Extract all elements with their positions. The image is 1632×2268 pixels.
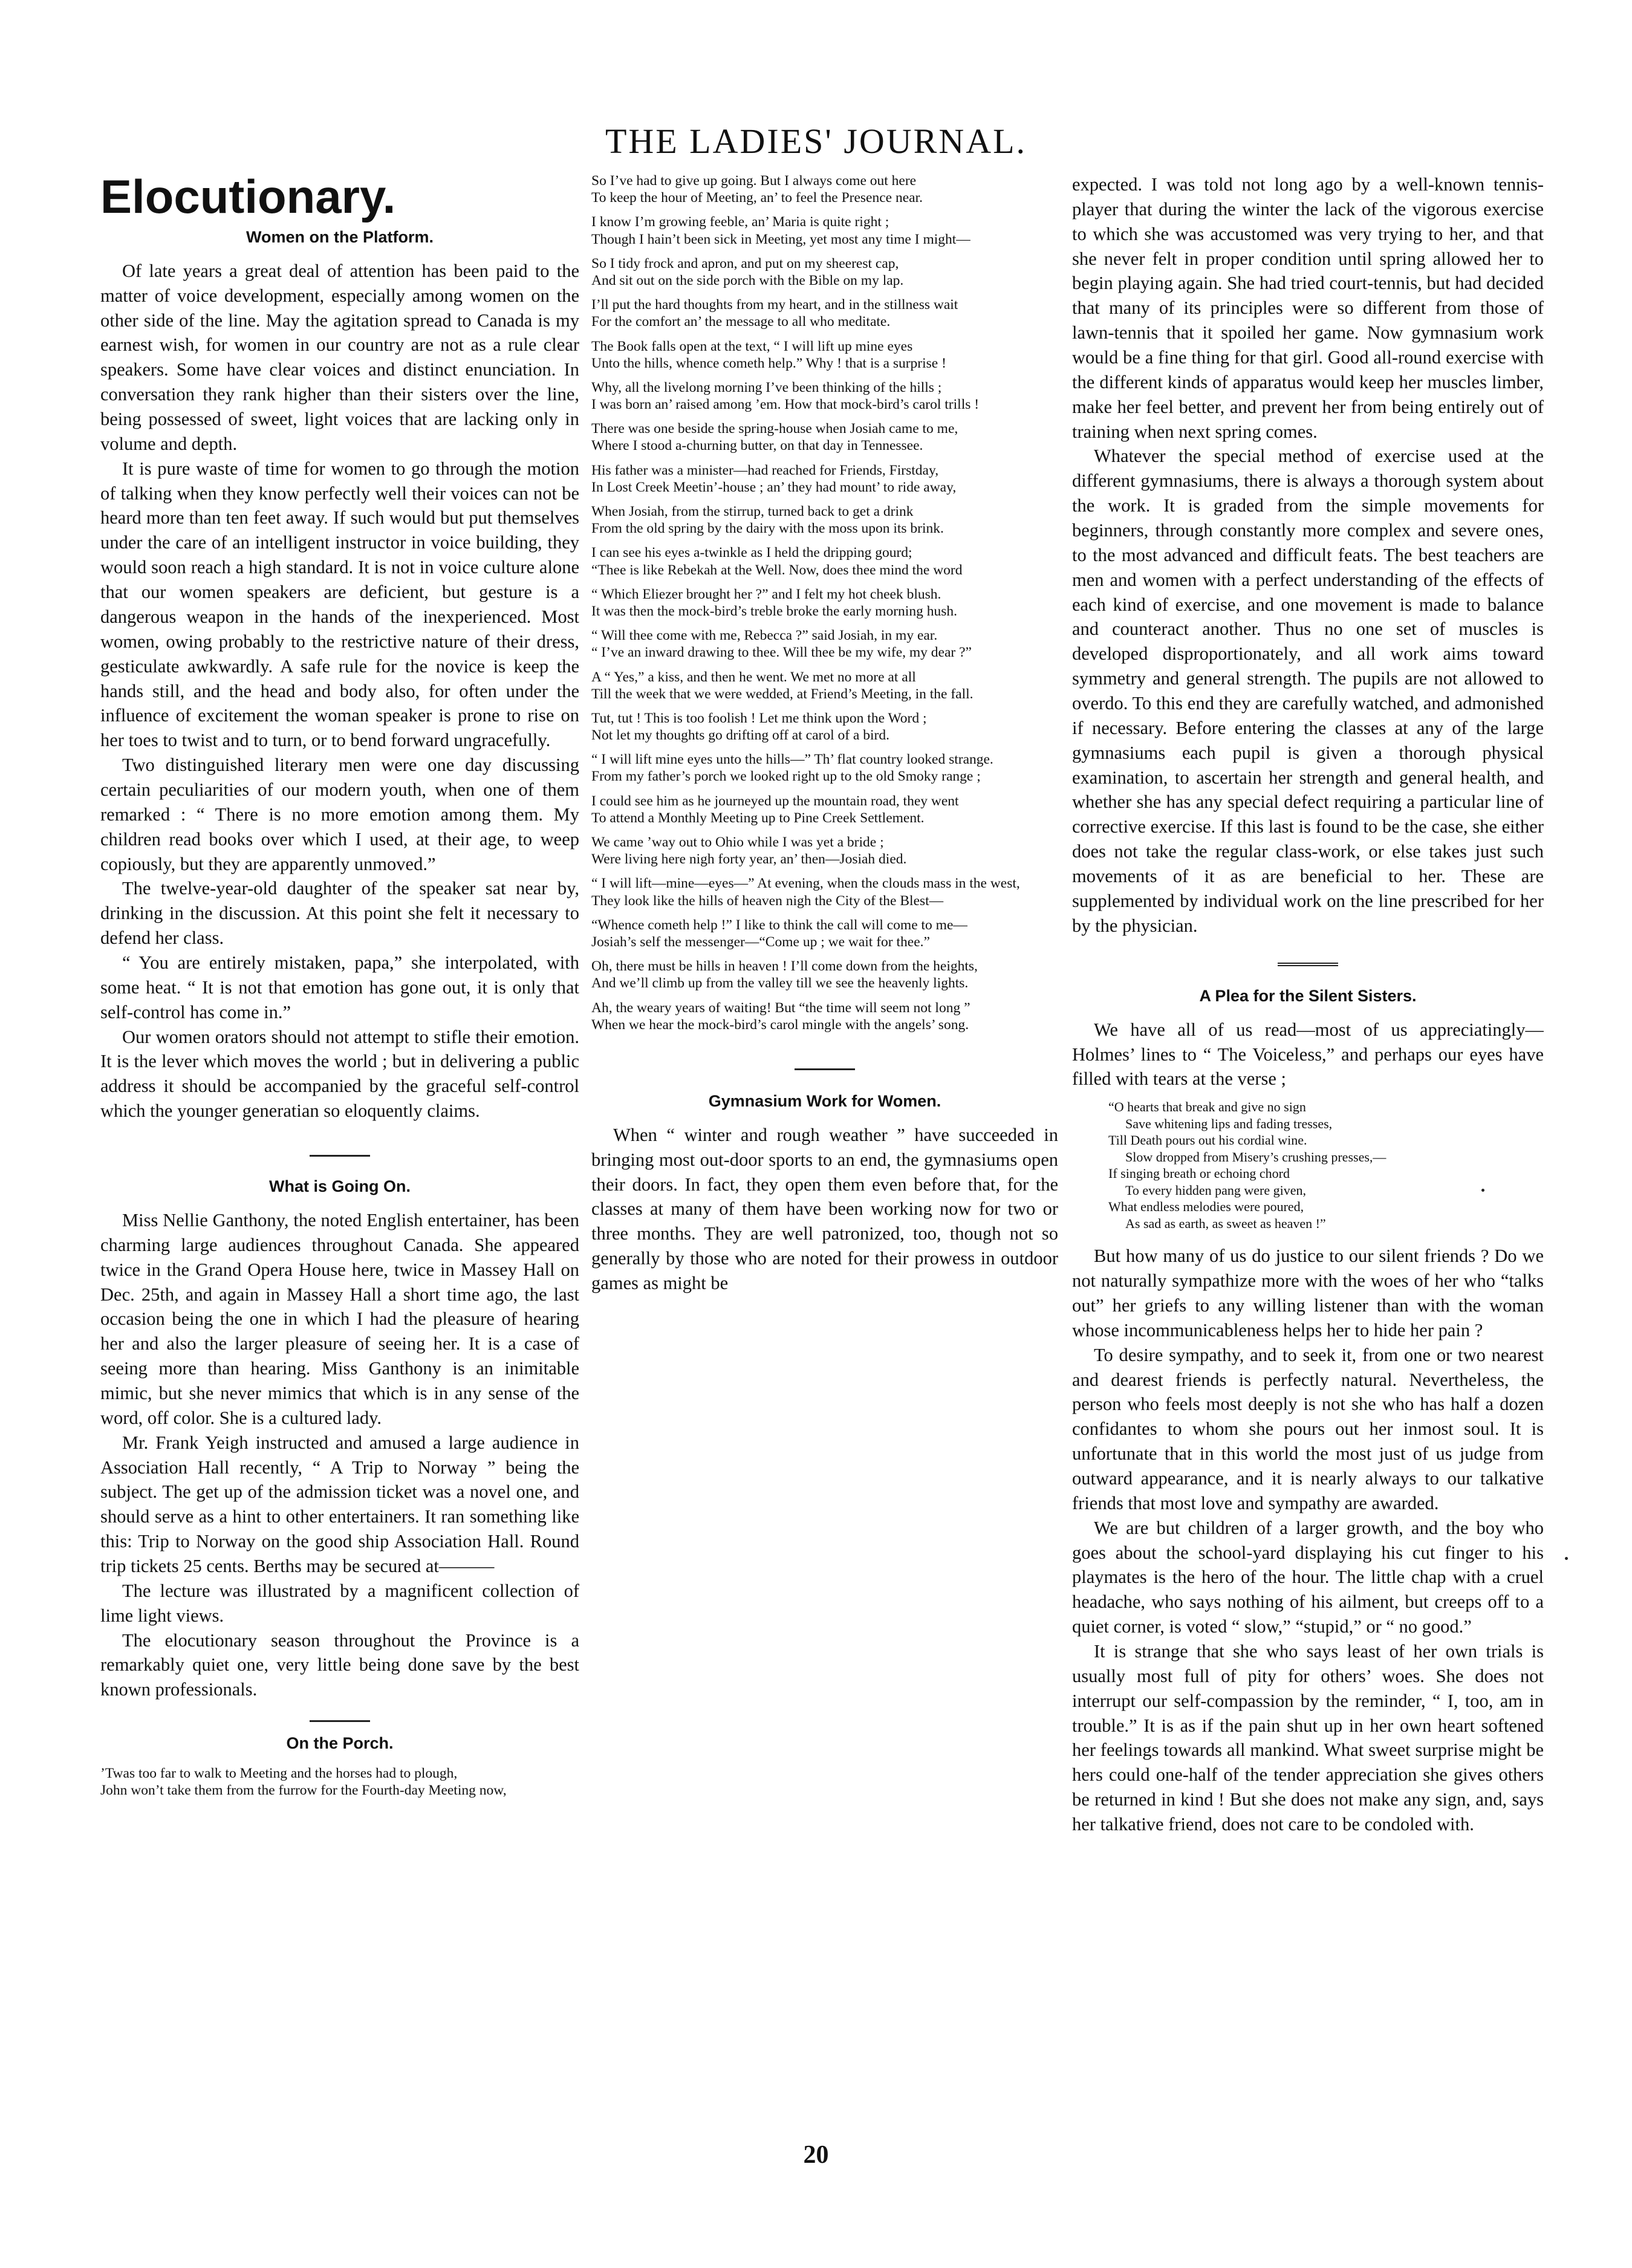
poem-line: Josiah’s self the messenger—“Come up ; we wait for thee.” xyxy=(591,934,930,950)
poem-line: In Lost Creek Meetin’-house ; an’ they had mount’ to ride away, xyxy=(591,479,957,495)
poem-line: They look like the hills of heaven nigh the City of the Blest— xyxy=(591,892,944,909)
article-title-gymnasium: Gymnasium Work for Women. xyxy=(708,1091,941,1110)
poem-line: There was one beside the spring-house when Josiah came to me, xyxy=(591,421,958,437)
paragraph: Of late years a great deal of attention has been paid to the matter of voice development, especially among women on the other side of the line. May the agitation spread to Canada is my earnest wish, for women in our country are not as a rule clear speakers. Some have clear voices and distinct enunciation. In conversation they rank higher than their sisters over the line, being possessed of sweet, light voices that are lacking only in volume and depth. xyxy=(100,260,579,454)
poem-line: ’Twas too far to walk to Meeting and the horses had to plough, xyxy=(100,1766,458,1782)
poem-line: From my father’s porch we looked right up to the old Smoky range ; xyxy=(591,768,981,785)
poem-line: His father was a minister—had reached for Friends, Firstday, xyxy=(591,462,939,478)
poem-line: From the old spring by the dairy with the moss upon its brink. xyxy=(591,521,944,537)
paragraph: We are but children of a larger growth, and the boy who goes about the school-yard displaying his cut finger to his playmates is the hero of the hour. The little chap with a cruel headache, who says nothing of his ailment, but creeps off to a quiet corner, is voted “ slow,” “stupid,” or “ no good.” xyxy=(1072,1517,1544,1637)
paragraph: Mr. Frank Yeigh instructed and amused a large audience in Association Hall recently, “ A Trip to Norway ” being the subject. The get up of the admission ticket was a novel one, and should serve as a hint to other entertainers. It ran something like this: Trip to Norway on the good ship Association Hall. Round trip tickets 25 cents. Berths may be secured at——— xyxy=(100,1432,579,1576)
paragraph: But how many of us do justice to our silent friends ? Do we not naturally sympathize more with the woes of her who “talks out” her griefs to any willing listener than with the woman whose incommunicableness helps her to hide her pain ? xyxy=(1072,1246,1544,1340)
poem-line: A “ Yes,” a kiss, and then he went. We met no more at all xyxy=(591,669,916,685)
masthead: THE LADIES' JOURNAL. xyxy=(605,122,1027,161)
article-women-platform xyxy=(100,259,579,1123)
column-left xyxy=(100,172,579,2186)
poem-line: “ Which Eliezer brought her ?” and I felt my hot cheek blush. xyxy=(591,586,941,602)
poem-porch-start xyxy=(100,1765,579,1799)
paragraph: Two distinguished literary men were one day discussing certain peculiarities of our modern youth, when one of them remarked : “ There is no more emotion among them. My children read books over which I used, at their age, to weep copiously, but they are apparently unmoved.” xyxy=(100,755,579,874)
paragraph: When “ winter and rough weather ” have succeeded in bringing most out-door sports to an end, the gymnasiums open their doors. In fact, they open them even before that, for the classes at many of them have been working now for two or three months. They are well patronized, too, though not so generally by those who are noted for their prowess in outdoor games as might be xyxy=(591,1124,1058,1294)
poem-line: “Thee is like Rebekah at the Well. Now, does thee mind the word xyxy=(591,562,963,578)
section-title: Elocutionary. xyxy=(100,172,396,223)
column-middle xyxy=(591,172,1058,2186)
paragraph: Miss Nellie Ganthony, the noted English entertainer, has been charming large audiences throughout Canada. She appeared twice in the Grand Opera House here, twice in Massey Hall on Dec. 25th, and again in Massey Hall a short time ago, the last occasion being the one in which I had the pleasure of hearing her and also the larger pleasure of seeing her. It is a case of seeing more than hearing. Miss Ganthony is an inimitable mimic, but she never mimics that which is in any sense of the word, off color. She is a cultured lady. xyxy=(100,1209,579,1428)
paragraph: Our women orators should not attempt to stifle their emotion. It is the lever which moves the world ; but in delivering a public address it should be accompanied by the graceful self-control which the younger generatian so eloquently claims. xyxy=(100,1026,579,1122)
poem-line: I was born an’ raised among ’em. How that mock-bird’s carol trills ! xyxy=(591,397,980,413)
poem-line: Not let my thoughts go drifting off at carol of a bird. xyxy=(591,727,889,744)
poem-line: I can see his eyes a-twinkle as I held the dripping gourd; xyxy=(591,545,912,561)
verse-line: “O hearts that break and give no sign xyxy=(1108,1099,1306,1115)
poem-line: “ I will lift—mine—eyes—” At evening, when the clouds mass in the west, xyxy=(591,876,1020,892)
verse-line: Slow dropped from Misery’s crushing presses,— xyxy=(1125,1149,1387,1165)
poem-line: Ah, the weary years of waiting! But “the time will seem not long ” xyxy=(591,999,970,1016)
paragraph: We have all of us read—most of us appreciatingly—Holmes’ lines to “ The Voiceless,” and perhaps our eyes have filled with tears at the verse ; xyxy=(1072,1019,1544,1090)
article-title-going-on: What is Going On. xyxy=(269,1177,411,1195)
paragraph: Whatever the special method of exercise used at the different gymnasiums, there is always a thorough system about the work. It is graded from the simple movements for beginners, through constantly more complex and severe ones, to the most advanced and difficult feats. The best teachers are men and women with a perfect understanding of the effects of each kind of exercise, and one movement is made to balance and counteract another. Thus no one set of muscles is developed disproportionately, and all work aims toward symmetry and general strength. The pupils are not allowed to overdo. To this end they are carefully watched, and admonished if necessary. Before entering the classes at any of the large gymnasiums each pupil is given a thorough physical examination, to ascertain her strength and general health, and whether she has any special defect requiring a particular line of corrective exercise. If this last is found to be the case, she either does not take the regular class-work, or else takes just such movements of it as are beneficial to her. These are supplemented by individual work on the line prescribed for her by the physician. xyxy=(1072,446,1544,936)
poem-line: I’ll put the hard thoughts from my heart, and in the stillness wait xyxy=(591,297,958,313)
paragraph: To desire sympathy, and to seek it, from one or two nearest and dearest friends is perfectly natural. Nevertheless, the person who feels most deeply is not she who has half a dozen confidantes to whom she pours out her inmost soul. It is unfortunate that in this world the most just of us judge from outward appearance, and it is nearly always to our talkative friends that most love and sympathy are awarded. xyxy=(1072,1344,1544,1513)
poem-line: And sit out on the side porch with the Bible on my lap. xyxy=(591,272,904,288)
verse-line: Save whitening lips and fading tresses, xyxy=(1125,1116,1333,1131)
article-going-on xyxy=(100,1208,579,1702)
poem-line: Oh, there must be hills in heaven ! I’ll come down from the heights, xyxy=(591,958,978,975)
poem-line: Why, all the livelong morning I’ve been thinking of the hills ; xyxy=(591,379,942,395)
section-divider xyxy=(310,1155,370,1157)
poem-line: “Whence cometh help !” I like to think the call will come to me— xyxy=(591,917,967,933)
paragraph: expected. I was told not long ago by a well-known tennis-player that during the winter the lack of the vigorous exercise to which she was accustomed was very trying to her, and that she never felt in proper condition until spring allowed her to begin playing again. She had tried court-tennis, but had decided that many of its principles were so different from those of lawn-tennis that it spoiled her game. Now gymnasium work would be a fine thing for that girl. Good all-round exercise with the different kinds of apparatus would keep her muscles limber, make her feel better, and prevent her from being entirely out of training when next spring comes. xyxy=(1072,174,1544,442)
poem-line: To attend a Monthly Meeting up to Pine Creek Settlement. xyxy=(591,810,925,826)
poem-line: Tut, tut ! This is too foolish ! Let me think upon the Word ; xyxy=(591,710,927,726)
poem-line: “ I’ve an inward drawing to thee. Will thee be my wife, my dear ?” xyxy=(591,645,972,661)
article-title-silent-sisters: A Plea for the Silent Sisters. xyxy=(1199,986,1417,1005)
article-title-porch: On the Porch. xyxy=(286,1734,394,1753)
poem-line: The Book falls open at the text, “ I will lift up mine eyes xyxy=(591,338,913,354)
paragraph: The lecture was illustrated by a magnificent collection of lime light views. xyxy=(100,1580,579,1626)
poem-line: When Josiah, from the stirrup, turned back to get a drink xyxy=(591,504,914,519)
poem-line: And we’ll climb up from the valley till we see the heavenly lights. xyxy=(591,975,969,992)
section-divider xyxy=(1278,963,1338,966)
paragraph: It is strange that she who says least of her own trials is usually most full of pity for others’ woes. She does not interrupt our self-compassion by the reminder, “ I, too, am in trouble.” It is as if the pain shut up in her own heart softened her feelings towards all mankind. What sweet surprise might be hers could one-half of the tender appreciation she gives others be returned in kind ! But she does not make any sign, and, says her talkative friend, does not care to be condoled with. xyxy=(1072,1640,1544,1834)
poem-line: For the comfort an’ the message to all who meditate. xyxy=(591,314,891,330)
poem-line: I know I’m growing feeble, an’ Maria is quite right ; xyxy=(591,214,889,230)
page-number: 20 xyxy=(803,2141,829,2169)
poem-line: Where I stood a-churning butter, on that day in Tennessee. xyxy=(591,438,923,454)
poem-line: To keep the hour of Meeting, an’ to feel the Presence near. xyxy=(591,190,923,206)
poem-line: Were living here nigh forty year, an’ then—Josiah died. xyxy=(591,851,907,868)
verse-line: To every hidden pang were given, xyxy=(1125,1182,1307,1198)
poem-porch-continued xyxy=(591,172,1058,1033)
article-gymnasium xyxy=(591,1123,1058,1296)
poem-line: We came ’way out to Ohio while I was yet a bride ; xyxy=(591,834,884,850)
paragraph: It is pure waste of time for women to go through the motion of talking when they know perfectly well their voices can not be heard more than ten feet away. If such would but put themselves under the care of an intelligent instructor in voice building, they would soon reach a high standard. It is not in voice culture alone that our women speakers are deficient, but gesture is a dangerous weapon in the hands of the inexperienced. Most women, owing probably to the restrictive nature of their dress, gesticulate awkwardly. A safe rule for the novice is keep the hands still, and the head and body also, for often under the influence of excitement the woman speaker is prone to rise on her toes to twist and to turn, or to bend forward ungracefully. xyxy=(100,458,579,751)
section-divider xyxy=(310,1720,370,1722)
paragraph: The twelve-year-old daughter of the speaker sat near by, drinking in the discussion. At this point she felt it necessary to defend her class. xyxy=(100,878,579,949)
article-silent-sisters xyxy=(1072,1018,1544,1092)
poem-line: Though I hain’t been sick in Meeting, yet most any time I might— xyxy=(591,231,970,247)
article-gymnasium-continued xyxy=(1072,172,1544,938)
print-speck xyxy=(1481,1189,1484,1192)
quoted-verse xyxy=(1108,1099,1544,1232)
article-title-women-platform: Women on the Platform. xyxy=(245,227,434,246)
poem-line: So I tidy frock and apron, and put on my sheerest cap, xyxy=(591,255,899,271)
poem-line: So I’ve had to give up going. But I always come out here xyxy=(591,173,917,189)
verse-line: What endless melodies were poured, xyxy=(1108,1199,1304,1215)
poem-line: “ I will lift mine eyes unto the hills—” Th’ flat country looked strange. xyxy=(591,752,993,768)
poem-line: “ Will thee come with me, Rebecca ?” said Josiah, in my ear. xyxy=(591,628,938,644)
poem-line: It was then the mock-bird’s treble broke the early morning hush. xyxy=(591,603,957,619)
paragraph: “ You are entirely mistaken, papa,” she interpolated, with some heat. “ It is not that emotion has gone out, it is only that self-control has come in.” xyxy=(100,952,579,1022)
column-right xyxy=(1072,172,1544,2186)
poem-line: When we hear the mock-bird’s carol mingle with the angels’ song. xyxy=(591,1016,969,1033)
verse-line: If singing breath or echoing chord xyxy=(1108,1166,1290,1181)
poem-line: Till the week that we were wedded, at Friend’s Meeting, in the fall. xyxy=(591,686,974,702)
section-divider xyxy=(795,1068,855,1070)
poem-line: I could see him as he journeyed up the mountain road, they went xyxy=(591,793,959,809)
paragraph: The elocutionary season throughout the Province is a remarkably quiet one, very little being done save by the best known professionals. xyxy=(100,1630,579,1700)
poem-line: John won’t take them from the furrow for the Fourth-day Meeting now, xyxy=(100,1782,507,1799)
poem-line: Unto the hills, whence cometh help.” Why ! that is a surprise ! xyxy=(591,355,946,371)
verse-line: Till Death pours out his cordial wine. xyxy=(1108,1132,1307,1148)
article-silent-sisters-body xyxy=(1072,1244,1544,1837)
verse-line: As sad as earth, as sweet as heaven !” xyxy=(1125,1215,1326,1231)
print-speck xyxy=(1565,1557,1568,1560)
